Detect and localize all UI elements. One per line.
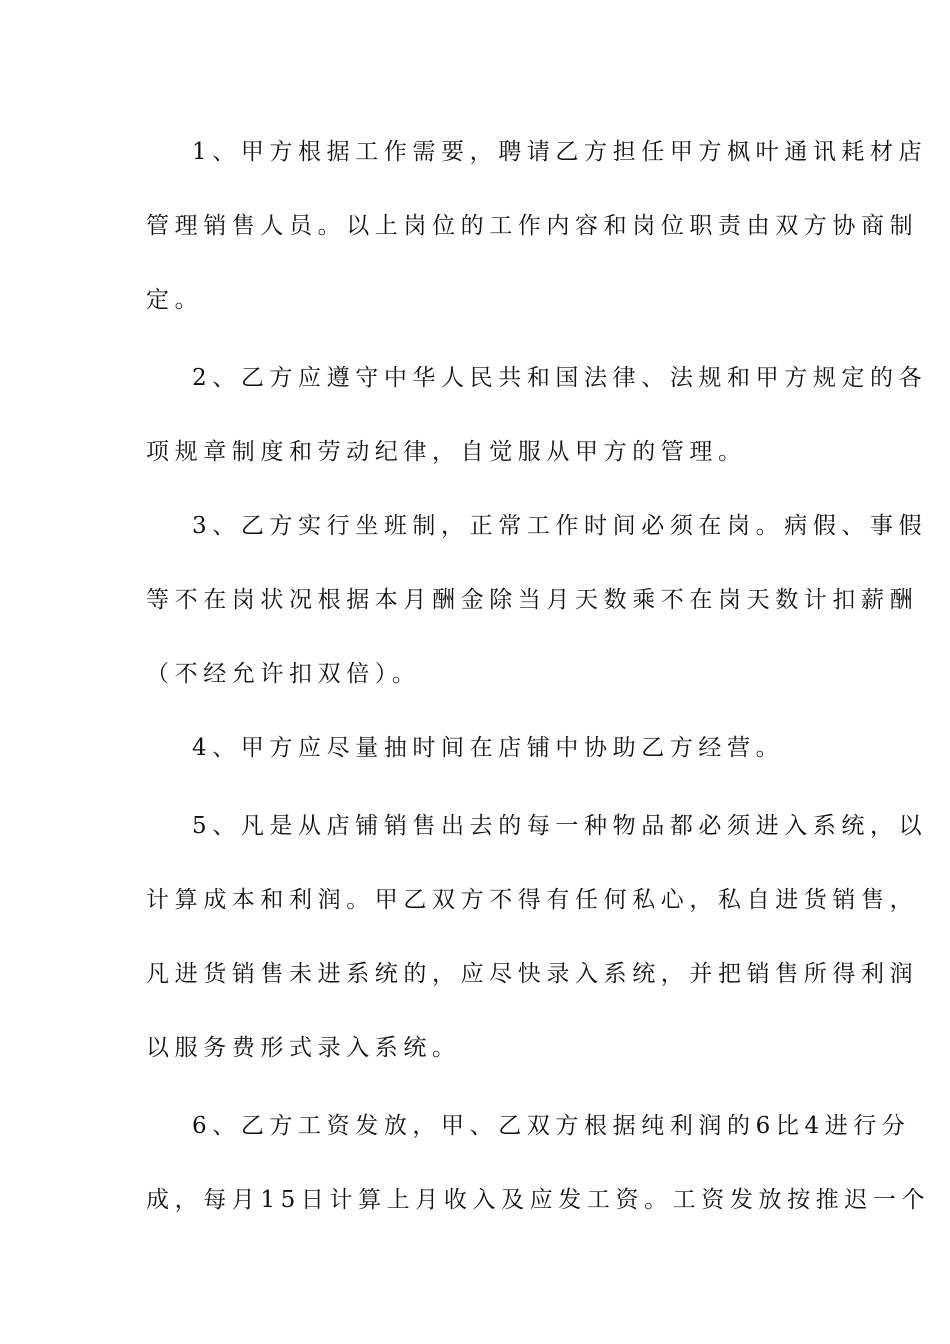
paragraph-5-line-1: 5、凡是从店铺销售出去的每一种物品都必须进入系统，以 (192, 813, 928, 839)
paragraph-1-line-1: 1、甲方根据工作需要，聘请乙方担任甲方枫叶通讯耗材店 (192, 139, 928, 165)
paragraph-1-line-2: 管理销售人员。以上岗位的工作内容和岗位职责由双方协商制 (146, 213, 919, 239)
paragraph-5-line-4: 以服务费形式录入系统。 (146, 1035, 461, 1061)
paragraph-6-line-1: 6、乙方工资发放，甲、乙双方根据纯利润的6比4进行分 (192, 1113, 911, 1139)
paragraph-3-line-3: （不经允许扣双倍）。 (146, 661, 421, 687)
paragraph-4-line-1: 4、甲方应尽量抽时间在店铺中协助乙方经营。 (192, 735, 785, 761)
paragraph-3-line-2: 等不在岗状况根据本月酬金除当月天数乘不在岗天数计扣薪酬 (146, 587, 919, 613)
paragraph-2-line-2: 项规章制度和劳动纪律，自觉服从甲方的管理。 (146, 439, 747, 465)
paragraph-1-line-3: 定。 (146, 287, 204, 313)
paragraph-2-line-1: 2、乙方应遵守中华人民共和国法律、法规和甲方规定的各 (192, 365, 928, 391)
paragraph-6-line-2: 成，每月15日计算上月收入及应发工资。工资发放按推迟一个 (146, 1187, 931, 1213)
paragraph-5-line-2: 计算成本和利润。甲乙双方不得有任何私心，私自进货销售， (146, 887, 919, 913)
paragraph-3-line-1: 3、乙方实行坐班制，正常工作时间必须在岗。病假、事假 (192, 513, 928, 539)
paragraph-5-line-3: 凡进货销售未进系统的，应尽快录入系统，并把销售所得利润 (146, 961, 919, 987)
